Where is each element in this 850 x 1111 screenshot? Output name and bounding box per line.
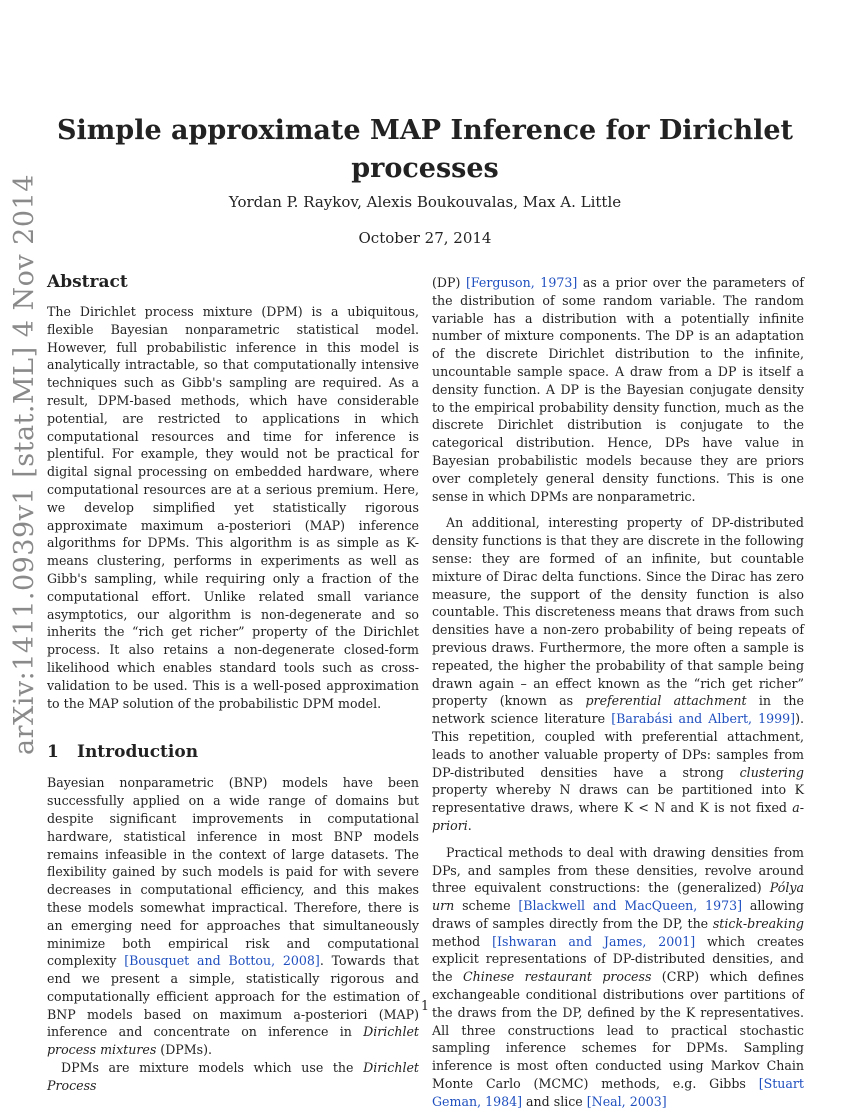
text-run: . Towards that end we present a simple, statistically rigorous and computationally efficient approach for the estimation of BNP models based on maximum a-posteriori (MAP) inference and concentrate on inference in — [47, 953, 419, 1040]
intro-paragraph-1 — [47, 774, 419, 1059]
text-run: . — [467, 817, 472, 833]
right-column — [432, 274, 804, 1111]
emphasis-text: Pólya urn — [432, 880, 804, 914]
text-run: (CRP) which defines exchangeable conditional distributions over partitions of the draws from the DP, defined by the K representatives. All three constructions lead to practical stochastic sampling inference schemes for DPMs. Sampling inference is most often conducted using Markov Chain Monte Carlo (MCMC) methods, e.g. Gibbs — [432, 969, 804, 1092]
citation-link[interactable]: [Blackwell and MacQueen, 1973] — [518, 898, 743, 914]
page-number: 1 — [420, 998, 429, 1013]
text-run: (DP) — [432, 275, 466, 290]
section-number: 1 — [47, 742, 59, 763]
intro-paragraph-4 — [432, 844, 804, 1111]
text-run: An additional, interesting property of DP-distributed density functions is that they are discrete in the following sense: they are formed of an infinite, but countable mixture of Dirac delta functions. Since the Dirac has zero measure, the support of the density function is also countable. This discreteness means that draws from such densities have a non-zero probability of being repeats of previous draws. Furthermore, the more often a sample is repeated, the higher the probability of that sample being drawn again – an effect known as the “rich get richer” property (known as — [432, 515, 804, 709]
citation-link[interactable]: [Stuart Geman, 1984] — [432, 1076, 804, 1109]
emphasis-text: preferential attachment — [585, 693, 747, 709]
text-run: Practical methods to deal with drawing densities from DPs, and samples from these densities, revolve around three equivalent constructions: the (generalized) — [432, 844, 804, 896]
text-run: in the network science literature — [432, 693, 804, 727]
citation-link[interactable]: [Bousquet and Bottou, 2008] — [124, 953, 320, 969]
emphasis-text: a-priori — [432, 800, 804, 833]
section-title: Introduction — [77, 742, 199, 763]
text-run: and slice — [522, 1093, 587, 1109]
emphasis-text: stick-breaking — [712, 915, 804, 931]
emphasis-text: Dirichlet process mixtures — [47, 1024, 419, 1058]
section-heading-introduction — [47, 740, 419, 764]
abstract-heading: Abstract — [47, 272, 128, 292]
text-run: method — [432, 933, 493, 949]
text-run: property whereby N draws can be partitioned into K representative draws, where K < N and K is not fixed — [432, 782, 804, 816]
text-run: as a prior over the parameters of the distribution of some random variable. The random variable has a distribution with a potentially infinite number of mixture components. The DP is an adaptation of the discrete Dirichlet distribution to the infinite, uncountable sample space. A draw from a DP is itself a density function. A DP is the Bayesian conjugate density to the empirical probability density function, much as the discrete Dirichlet distribution is conjugate to the categorical distribution. Hence, DPs have value in Bayesian probabilistic models because they are priors over completely general density functions. This is one sense in which DPMs are nonparametric. — [432, 275, 804, 504]
text-run: which creates explicit representations of DP-distributed densities, and the — [432, 933, 804, 985]
text-run: (DPMs). — [156, 1042, 213, 1058]
citation-link[interactable]: [Ishwaran and James, 2001] — [492, 933, 696, 949]
emphasis-text: clustering — [739, 764, 804, 780]
paper-authors: Yordan P. Raykov, Alexis Boukouvalas, Max A. Little — [228, 193, 622, 211]
intro-paragraph-3 — [432, 514, 804, 834]
text-run: allowing draws of samples directly from the DP, the — [432, 898, 804, 931]
arxiv-stamp: arXiv:1411.0939v1 [stat.ML] 4 Nov 2014 — [9, 174, 40, 755]
text-run: Bayesian nonparametric (BNP) models have been successfully applied on a wide range of domains but despite significant improvements in computational hardware, statistical inference in most BNP models remains infeasible in the context of large datasets. The flexibility gained by such models is paid for with severe decreases in computational efficiency, and this makes these models somewhat impractical. Therefore, there is an emerging need for approaches that simultaneously minimize both empirical risk and computational complexity — [47, 775, 419, 969]
emphasis-text: Chinese restaurant process — [463, 969, 652, 985]
abstract-text: The Dirichlet process mixture (DPM) is a ubiquitous, flexible Bayesian nonparametric statistical model. However, full probabilistic inference in this model is analytically intractable, so that computationally intensive techniques such as Gibb's sampling are required. As a result, DPM-based methods, which have considerable potential, are restricted to applications in which computational resources and time for inference is plentiful. For example, they would not be practical for digital signal processing on embedded hardware, where computational resources are at a serious premium. Here, we develop simplified yet statistically rigorous approximate maximum a-posteriori (MAP) inference algorithms for DPMs. This algorithm is as simple as K-means clustering, performs in experiments as well as Gibb's sampling, while requiring only a fraction of the computational effort. Unlike related small variance asymptotics, our algorithm is non-degenerate and so inherits the “rich get richer” property of the Dirichlet process. It also retains a non-degenerate closed-form likelihood which enables standard tools such as cross-validation to be used. This is a well-posed approximation to the MAP solution of the probabilistic DPM model. — [47, 304, 419, 711]
text-run: scheme — [454, 898, 519, 914]
citation-link[interactable]: [Neal, 2003] — [586, 1093, 667, 1109]
text-run: DPMs are mixture models which use the — [61, 1060, 364, 1076]
intro-paragraph-2-start — [47, 1059, 419, 1095]
citation-link[interactable]: [Barabási and Albert, 1999] — [611, 711, 796, 727]
citation-link[interactable]: [Ferguson, 1973] — [465, 275, 578, 290]
paper-title: Simple approximate MAP Inference for Dirichlet processes — [56, 115, 793, 184]
emphasis-text: Dirichlet Process — [47, 1060, 419, 1093]
left-column — [47, 270, 419, 1095]
intro-paragraph-2-cont — [432, 274, 804, 505]
text-run: ). This repetition, coupled with preferential attachment, leads to another valuable property of DPs: samples from DP-distributed densities have a strong — [432, 711, 804, 780]
paper-date: October 27, 2014 — [358, 229, 492, 247]
